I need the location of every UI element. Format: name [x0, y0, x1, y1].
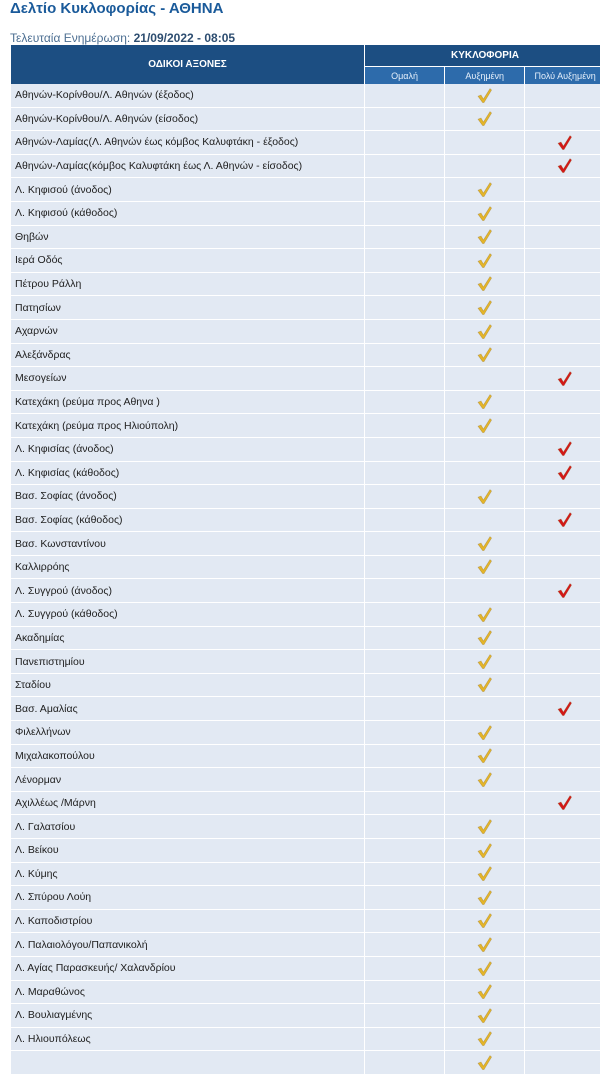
cell-normal: [365, 485, 445, 509]
table-row: [11, 201, 600, 225]
road-name: Λ. Καποδιστρίου: [11, 909, 365, 933]
yellow-check-icon: [476, 1007, 493, 1024]
cell-normal: [365, 650, 445, 674]
red-check-icon: [556, 582, 573, 599]
road-name: Λ. Βουλιαγμένης: [11, 1004, 365, 1028]
road-name: Λένορμαν: [11, 768, 365, 792]
yellow-check-icon: [476, 323, 493, 340]
cell-very-increased: [525, 933, 600, 957]
table-row: [11, 697, 600, 721]
cell-increased: [445, 532, 525, 556]
cell-very-increased: [525, 272, 600, 296]
yellow-check-icon: [476, 818, 493, 835]
yellow-check-icon: [476, 889, 493, 906]
cell-very-increased: [525, 1004, 600, 1028]
cell-very-increased: [525, 225, 600, 249]
cell-increased: [445, 343, 525, 367]
cell-normal: [365, 319, 445, 343]
cell-increased: [445, 437, 525, 461]
cell-normal: [365, 555, 445, 579]
last-update-value: 21/09/2022 - 08:05: [134, 31, 235, 45]
yellow-check-icon: [476, 747, 493, 764]
cell-increased: [445, 791, 525, 815]
cell-normal: [365, 461, 445, 485]
cell-normal: [365, 1027, 445, 1051]
cell-normal: [365, 107, 445, 131]
cell-increased: [445, 296, 525, 320]
road-name: Λ. Κηφισού (άνοδος): [11, 178, 365, 202]
cell-normal: [365, 131, 445, 155]
road-name: Αλεξάνδρας: [11, 343, 365, 367]
cell-increased: [445, 579, 525, 603]
cell-normal: [365, 956, 445, 980]
cell-normal: [365, 909, 445, 933]
road-name: Βασ. Αμαλίας: [11, 697, 365, 721]
cell-normal: [365, 437, 445, 461]
cell-normal: [365, 367, 445, 391]
cell-increased: [445, 956, 525, 980]
road-name: Λ. Παλαιολόγου/Παπανικολή: [11, 933, 365, 957]
cell-normal: [365, 508, 445, 532]
yellow-check-icon: [476, 676, 493, 693]
road-name: Ιερά Οδός: [11, 249, 365, 273]
road-name: Αθηνών-Λαμίας(κόμβος Καλυφτάκη έως Λ. Αθηνών - είσοδος): [11, 154, 365, 178]
road-name: Λ. Ηλιουπόλεως: [11, 1027, 365, 1051]
cell-normal: [365, 414, 445, 438]
cell-normal: [365, 390, 445, 414]
traffic-group-header: ΚΥΚΛΟΦΟΡΙΑ: [365, 45, 600, 67]
table-row: [11, 1051, 600, 1075]
road-name: Λ. Συγγρού (κάθοδος): [11, 603, 365, 627]
cell-very-increased: [525, 603, 600, 627]
cell-normal: [365, 791, 445, 815]
yellow-check-icon: [476, 87, 493, 104]
road-name: Πανεπιστημίου: [11, 650, 365, 674]
table-row: [11, 84, 600, 107]
cell-normal: [365, 272, 445, 296]
cell-very-increased: [525, 461, 600, 485]
road-name: Αθηνών-Κορίνθου/Λ. Αθηνών (είσοδος): [11, 107, 365, 131]
cell-very-increased: [525, 626, 600, 650]
cell-very-increased: [525, 1027, 600, 1051]
table-row: [11, 131, 600, 155]
cell-increased: [445, 508, 525, 532]
cell-normal: [365, 1004, 445, 1028]
red-check-icon: [556, 464, 573, 481]
table-row: [11, 437, 600, 461]
cell-normal: [365, 626, 445, 650]
cell-very-increased: [525, 390, 600, 414]
yellow-check-icon: [476, 653, 493, 670]
yellow-check-icon: [476, 724, 493, 741]
table-row: [11, 909, 600, 933]
table-row: [11, 461, 600, 485]
road-name: [11, 1051, 365, 1075]
red-check-icon: [556, 157, 573, 174]
table-row: [11, 815, 600, 839]
red-check-icon: [556, 700, 573, 717]
road-name: Μεσογείων: [11, 367, 365, 391]
cell-increased: [445, 319, 525, 343]
cell-increased: [445, 414, 525, 438]
cell-increased: [445, 390, 525, 414]
yellow-check-icon: [476, 865, 493, 882]
yellow-check-icon: [476, 558, 493, 575]
table-row: [11, 343, 600, 367]
level-header-very-increased: Πολύ Αυξημένη: [525, 67, 600, 85]
cell-normal: [365, 697, 445, 721]
cell-normal: [365, 886, 445, 910]
road-name: Λ. Γαλατσίου: [11, 815, 365, 839]
table-row: [11, 319, 600, 343]
cell-increased: [445, 744, 525, 768]
red-check-icon: [556, 440, 573, 457]
cell-normal: [365, 673, 445, 697]
table-row: [11, 367, 600, 391]
table-row: [11, 579, 600, 603]
cell-normal: [365, 933, 445, 957]
table-row: [11, 107, 600, 131]
red-check-icon: [556, 511, 573, 528]
last-update-label: Τελευταία Ενημέρωση:: [10, 31, 130, 45]
yellow-check-icon: [476, 983, 493, 1000]
cell-increased: [445, 131, 525, 155]
cell-very-increased: [525, 579, 600, 603]
cell-normal: [365, 532, 445, 556]
yellow-check-icon: [476, 535, 493, 552]
road-name: Καλλιρρόης: [11, 555, 365, 579]
cell-very-increased: [525, 343, 600, 367]
table-row: [11, 1027, 600, 1051]
cell-normal: [365, 815, 445, 839]
cell-very-increased: [525, 650, 600, 674]
cell-normal: [365, 154, 445, 178]
cell-very-increased: [525, 791, 600, 815]
cell-very-increased: [525, 721, 600, 745]
cell-increased: [445, 1051, 525, 1075]
cell-increased: [445, 933, 525, 957]
yellow-check-icon: [476, 1030, 493, 1047]
table-row: [11, 414, 600, 438]
cell-normal: [365, 249, 445, 273]
cell-very-increased: [525, 956, 600, 980]
cell-increased: [445, 201, 525, 225]
cell-very-increased: [525, 862, 600, 886]
yellow-check-icon: [476, 606, 493, 623]
cell-increased: [445, 225, 525, 249]
cell-increased: [445, 815, 525, 839]
yellow-check-icon: [476, 110, 493, 127]
cell-normal: [365, 744, 445, 768]
cell-normal: [365, 579, 445, 603]
table-row: [11, 249, 600, 273]
cell-very-increased: [525, 768, 600, 792]
cell-increased: [445, 886, 525, 910]
table-row: [11, 154, 600, 178]
yellow-check-icon: [476, 960, 493, 977]
cell-normal: [365, 1051, 445, 1075]
cell-very-increased: [525, 131, 600, 155]
table-row: [11, 980, 600, 1004]
road-name: Βασ. Σοφίας (κάθοδος): [11, 508, 365, 532]
cell-increased: [445, 650, 525, 674]
page-title: Δελτίο Κυκλοφορίας - ΑΘΗΝΑ: [10, 0, 223, 17]
road-column-header: ΟΔΙΚΟΙ ΑΞΟΝΕΣ: [11, 45, 365, 84]
red-check-icon: [556, 370, 573, 387]
yellow-check-icon: [476, 629, 493, 646]
level-header-normal: Ομαλή: [365, 67, 445, 85]
table-row: [11, 721, 600, 745]
cell-increased: [445, 862, 525, 886]
cell-very-increased: [525, 414, 600, 438]
road-name: Βασ. Κωνσταντίνου: [11, 532, 365, 556]
table-row: [11, 555, 600, 579]
cell-increased: [445, 980, 525, 1004]
road-name: Αχαρνών: [11, 319, 365, 343]
road-name: Φιλελλήνων: [11, 721, 365, 745]
cell-increased: [445, 461, 525, 485]
yellow-check-icon: [476, 275, 493, 292]
cell-very-increased: [525, 178, 600, 202]
road-name: Λ. Σπύρου Λούη: [11, 886, 365, 910]
yellow-check-icon: [476, 417, 493, 434]
cell-normal: [365, 343, 445, 367]
cell-very-increased: [525, 508, 600, 532]
cell-very-increased: [525, 1051, 600, 1075]
yellow-check-icon: [476, 488, 493, 505]
table-row: [11, 956, 600, 980]
road-name: Λ. Βείκου: [11, 839, 365, 863]
table-row: [11, 485, 600, 509]
cell-normal: [365, 225, 445, 249]
cell-normal: [365, 980, 445, 1004]
yellow-check-icon: [476, 936, 493, 953]
yellow-check-icon: [476, 252, 493, 269]
yellow-check-icon: [476, 299, 493, 316]
red-check-icon: [556, 794, 573, 811]
cell-normal: [365, 201, 445, 225]
cell-increased: [445, 555, 525, 579]
cell-very-increased: [525, 485, 600, 509]
cell-very-increased: [525, 84, 600, 107]
table-row: [11, 886, 600, 910]
road-name: Λ. Κηφισού (κάθοδος): [11, 201, 365, 225]
last-update: [10, 31, 235, 45]
cell-increased: [445, 721, 525, 745]
cell-very-increased: [525, 319, 600, 343]
cell-normal: [365, 603, 445, 627]
cell-normal: [365, 296, 445, 320]
road-name: Λ. Κύμης: [11, 862, 365, 886]
cell-very-increased: [525, 154, 600, 178]
yellow-check-icon: [476, 1054, 493, 1071]
table-row: [11, 673, 600, 697]
road-name: Αχιλλέως /Μάρνη: [11, 791, 365, 815]
yellow-check-icon: [476, 912, 493, 929]
traffic-table: [11, 45, 600, 1075]
cell-increased: [445, 249, 525, 273]
cell-very-increased: [525, 697, 600, 721]
level-header-increased: Αυξημένη: [445, 67, 525, 85]
road-name: Θηβών: [11, 225, 365, 249]
yellow-check-icon: [476, 228, 493, 245]
cell-increased: [445, 107, 525, 131]
table-row: [11, 296, 600, 320]
cell-very-increased: [525, 201, 600, 225]
cell-very-increased: [525, 107, 600, 131]
cell-normal: [365, 721, 445, 745]
table-row: [11, 508, 600, 532]
cell-increased: [445, 697, 525, 721]
cell-increased: [445, 603, 525, 627]
cell-very-increased: [525, 555, 600, 579]
table-row: [11, 532, 600, 556]
table-row: [11, 603, 600, 627]
cell-increased: [445, 768, 525, 792]
cell-normal: [365, 862, 445, 886]
cell-increased: [445, 673, 525, 697]
table-row: [11, 178, 600, 202]
cell-very-increased: [525, 980, 600, 1004]
road-name: Λ. Κηφισίας (άνοδος): [11, 437, 365, 461]
traffic-rows: [11, 84, 600, 1074]
table-row: [11, 650, 600, 674]
cell-very-increased: [525, 249, 600, 273]
cell-very-increased: [525, 815, 600, 839]
table-row: [11, 225, 600, 249]
table-row: [11, 272, 600, 296]
table-row: [11, 933, 600, 957]
road-name: Λ. Μαραθώνος: [11, 980, 365, 1004]
cell-very-increased: [525, 367, 600, 391]
table-row: [11, 791, 600, 815]
yellow-check-icon: [476, 393, 493, 410]
cell-very-increased: [525, 437, 600, 461]
table-row: [11, 1004, 600, 1028]
yellow-check-icon: [476, 181, 493, 198]
cell-normal: [365, 178, 445, 202]
table-row: [11, 862, 600, 886]
cell-very-increased: [525, 744, 600, 768]
cell-very-increased: [525, 532, 600, 556]
cell-increased: [445, 154, 525, 178]
road-name: Σταδίου: [11, 673, 365, 697]
cell-normal: [365, 839, 445, 863]
cell-increased: [445, 84, 525, 107]
road-name: Λ. Κηφισίας (κάθοδος): [11, 461, 365, 485]
cell-normal: [365, 768, 445, 792]
table-row: [11, 626, 600, 650]
road-name: Πέτρου Ράλλη: [11, 272, 365, 296]
road-name: Λ. Αγίας Παρασκευής/ Χαλανδρίου: [11, 956, 365, 980]
road-name: Λ. Συγγρού (άνοδος): [11, 579, 365, 603]
cell-very-increased: [525, 673, 600, 697]
cell-increased: [445, 272, 525, 296]
road-name: Πατησίων: [11, 296, 365, 320]
red-check-icon: [556, 134, 573, 151]
cell-increased: [445, 839, 525, 863]
road-name: Μιχαλακοπούλου: [11, 744, 365, 768]
road-name: Κατεχάκη (ρεύμα προς Αθηνα ): [11, 390, 365, 414]
cell-very-increased: [525, 839, 600, 863]
yellow-check-icon: [476, 842, 493, 859]
yellow-check-icon: [476, 771, 493, 788]
cell-increased: [445, 367, 525, 391]
cell-increased: [445, 626, 525, 650]
cell-very-increased: [525, 909, 600, 933]
table-row: [11, 744, 600, 768]
cell-increased: [445, 1004, 525, 1028]
cell-increased: [445, 1027, 525, 1051]
cell-increased: [445, 485, 525, 509]
table-row: [11, 768, 600, 792]
cell-very-increased: [525, 886, 600, 910]
yellow-check-icon: [476, 205, 493, 222]
road-name: Βασ. Σοφίας (άνοδος): [11, 485, 365, 509]
table-row: [11, 839, 600, 863]
yellow-check-icon: [476, 346, 493, 363]
cell-increased: [445, 178, 525, 202]
table-row: [11, 390, 600, 414]
road-name: Κατεχάκη (ρεύμα προς Ηλιούπολη): [11, 414, 365, 438]
cell-increased: [445, 909, 525, 933]
road-name: Αθηνών-Λαμίας(Λ. Αθηνών έως κόμβος Καλυφτάκη - έξοδος): [11, 131, 365, 155]
cell-very-increased: [525, 296, 600, 320]
cell-normal: [365, 84, 445, 107]
road-name: Ακαδημίας: [11, 626, 365, 650]
road-name: Αθηνών-Κορίνθου/Λ. Αθηνών (έξοδος): [11, 84, 365, 107]
